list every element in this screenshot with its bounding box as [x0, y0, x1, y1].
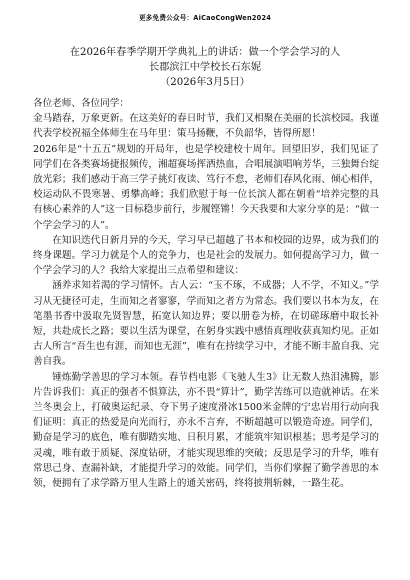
paragraph-point-one: 涵养求知若渴的学习情怀。古人云：“玉不琢，不成器；人不学，不知义。”学习从无捷径可走，生而知之者寥寥，学而知之者方为常态。我们要以书本为友，在笔墨书香中汲取先贤智慧，拓宽认知边界；要以册卷为桥，在切磋琢磨中取长补短，共赴成长之路；要以生活为课堂，在躬身实践中感悟真理收获真知灼见。正如古人所言“吾生也有涯，而知也无涯”，唯有在持续学习中，才能不断丰盈自我、完善自我。	[33, 280, 379, 368]
paragraph-review: 2026年是“十五五”规划的开局年，也是学校建校十周年。回望旧岁，我们见证了同学们在各类赛场捷报频传，湘超赛场挥洒热血，合唱展演唱响芳华，三独舞台绽放光彩；我们感动于高三学子挑灯夜读、笃行不怠，老师们春风化雨、倾心相伴，校运动队不畏寒暑、勇攀高峰；我们欣慰于每一位长滨人都在朝着“培养完整的具有核心素养的人”这一目标稳步前行，步履铿锵！今天我要和大家分享的是：“做一个学会学习的人”。	[33, 143, 379, 231]
speech-date: （2026年3月5日）	[160, 77, 250, 88]
speaker-line: 长郡滨江中学校长石东妮	[148, 62, 262, 73]
paragraph-learning-intro: 在知识迭代日新月异的今天，学习早已超越了书本和校园的边界，成为我们的终身课题。学习力就是个人的竞争力，也是社会的发展力。如何提高学习力，做一个学会学习的人？我给大家提出三点希望和建议：	[33, 234, 379, 277]
speech-title: 在2026年春季学期开学典礼上的讲话：做一个学会学习的人	[69, 47, 341, 58]
header-note: 更多免费公众号：AiCaoCongWen2024	[138, 14, 272, 22]
salutation: 各位老师、各位同学：	[33, 98, 129, 109]
paragraph-opening: 金马踏春，万象更新。在这美好的春日时节，我们又相聚在美丽的长滨校园。我谨代表学校祝福全体师生在马年里：策马扬鞭，不负韶华，皆得所愿！	[33, 113, 379, 140]
paragraph-point-two: 锤炼勤学善思的学习本领。春节档电影《飞驰人生3》让无数人热泪沸腾，影片告诉我们：真正的强者不惧算法，亦不畏“算计”，勤学苦练可以造就神话。在米兰冬奥会上，打破奥运纪录、夺下男子速度滑冰1500米金牌的宁忠岩用行动向我们证明：真正的热爱是向光而行，亦永不言弃，不断超越可以锻造奇迹。同学们，勤奋是学习的底色，唯有脚踏实地、日积月累，才能筑牢知识根基；思考是学习的灵魂，唯有敢于质疑、深度钻研，才能实现思维的突破；反思是学习的升华，唯有常思己身、查漏补缺，才能提升学习的效能。同学们，当你们掌握了勤学善思的本领，便拥有了求学路万里人生路上的通关密码，终将披荆斩棘，一路生花。	[33, 371, 379, 490]
speech-body	[33, 96, 379, 491]
